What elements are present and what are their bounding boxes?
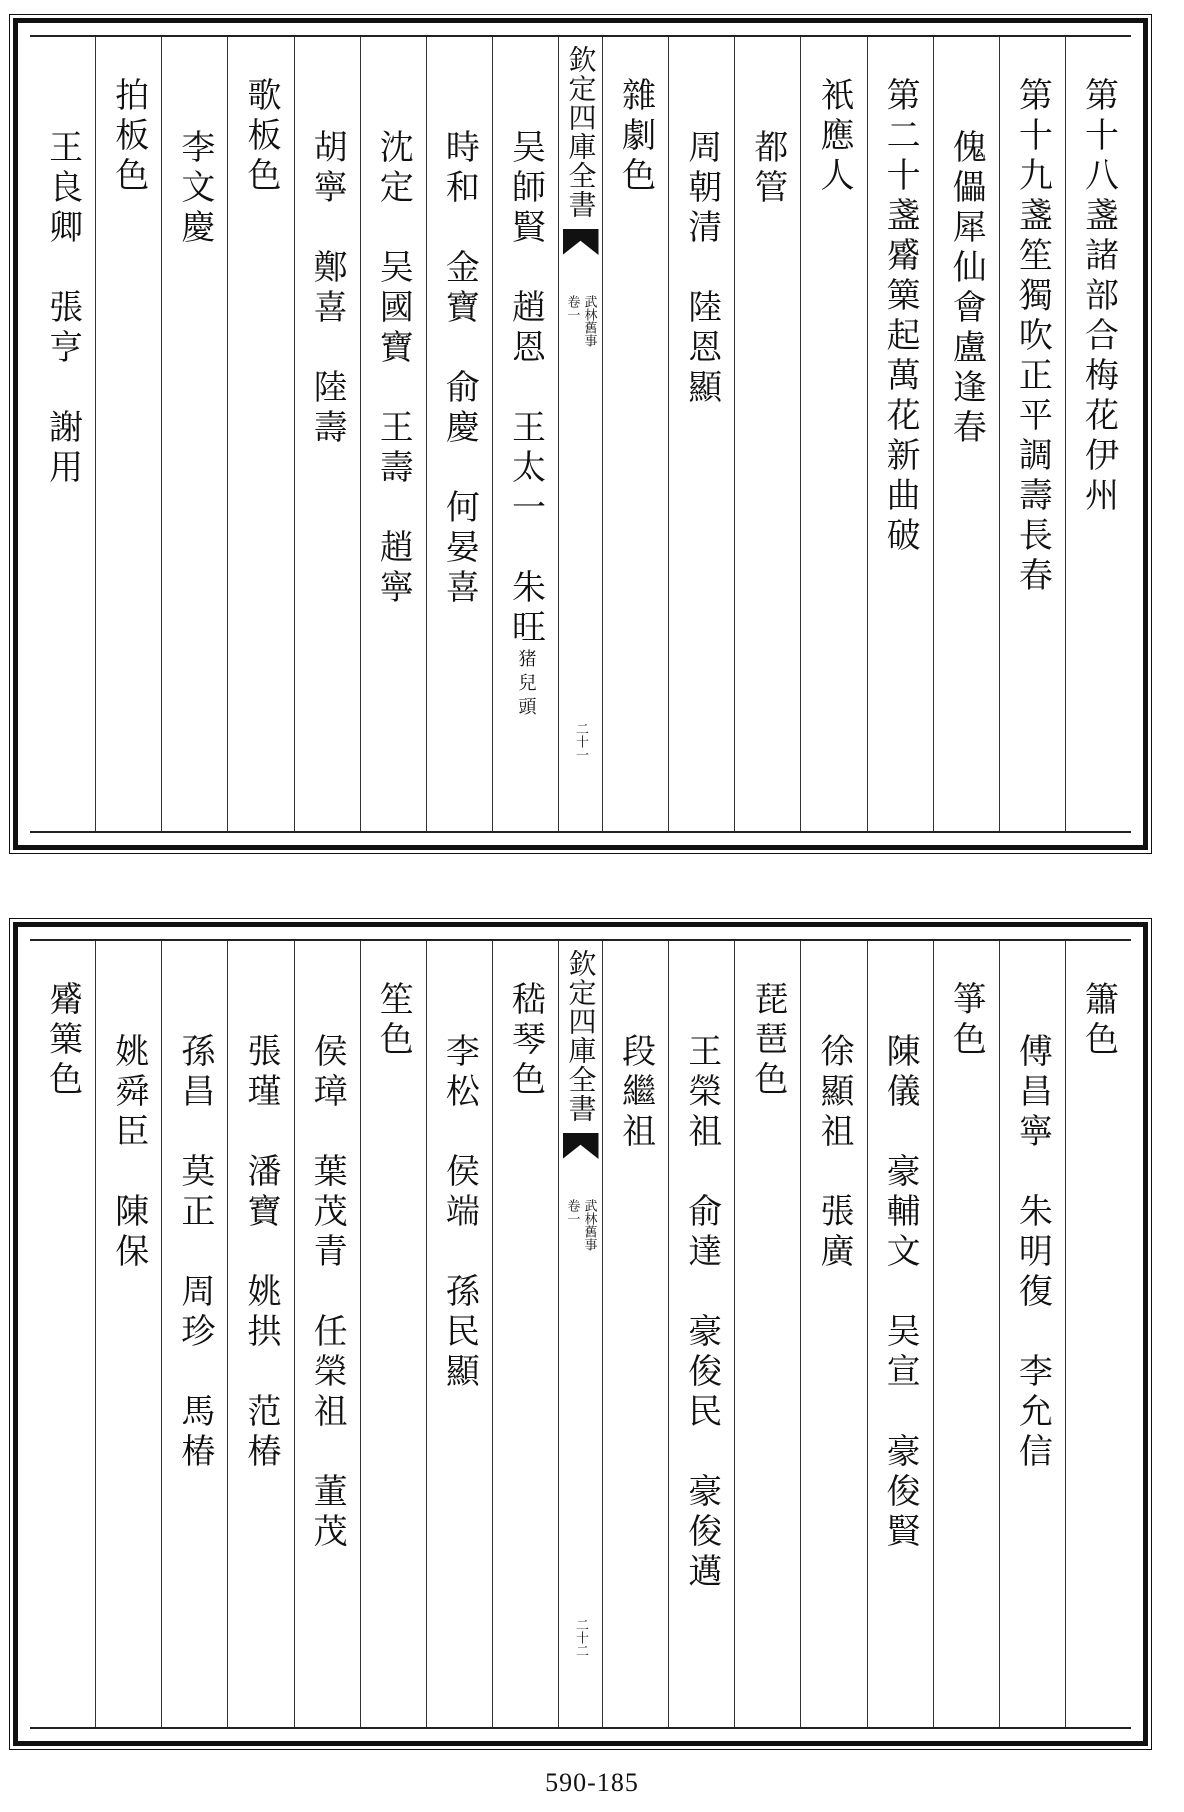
text-column xyxy=(227,37,293,831)
column-text: 簫色 xyxy=(1078,981,1119,1061)
column-text: 徐顯祖 張廣 xyxy=(813,1033,854,1273)
column-text: 拍板色 xyxy=(108,77,149,197)
center-fold-column xyxy=(558,941,602,1727)
fishtail-mark-icon xyxy=(563,1133,599,1159)
book-title: 武林舊事 xyxy=(581,1199,597,1251)
text-column xyxy=(95,37,161,831)
folio-number: 二十一 xyxy=(573,722,588,761)
column-text: 陳儀 豪輔文 吴宣 豪俊賢 xyxy=(880,1033,921,1553)
column-text: 嵇琴色 xyxy=(505,981,546,1101)
column-text: 琵琶色 xyxy=(747,981,788,1101)
fishtail-mark-icon xyxy=(563,229,599,255)
text-column xyxy=(933,941,999,1727)
column-text: 李松 侯端 孫民顯 xyxy=(439,1033,480,1393)
text-column xyxy=(867,37,933,831)
column-text: 王良卿 張亨 謝用 xyxy=(42,129,83,489)
series-title: 欽定四庫全書 xyxy=(564,949,598,1123)
folio-number: 二十二 xyxy=(573,1618,588,1657)
text-column xyxy=(30,37,95,831)
text-column xyxy=(602,37,668,831)
text-column xyxy=(867,941,933,1727)
text-column xyxy=(734,37,800,831)
book-title: 武林舊事 xyxy=(581,295,597,347)
column-text: 傀儡犀仙會盧逢春 xyxy=(946,129,987,449)
text-column xyxy=(294,941,360,1727)
center-fold-column xyxy=(558,37,602,831)
column-text: 歌板色 xyxy=(240,77,281,197)
volume-label: 卷一 xyxy=(564,295,580,321)
text-column xyxy=(1065,941,1131,1727)
text-column xyxy=(1065,37,1131,831)
series-title: 欽定四庫全書 xyxy=(564,45,598,219)
text-column xyxy=(668,941,734,1727)
column-text: 李文慶 xyxy=(174,129,215,249)
text-column xyxy=(360,941,426,1727)
column-text: 時和 金寶 俞慶 何晏喜 xyxy=(439,129,480,609)
column-text: 胡寧 鄭喜 陸壽 xyxy=(307,129,348,449)
column-text: 第十九盞笙獨吹正平調壽長春 xyxy=(1012,77,1053,597)
bottom-page-frame xyxy=(13,922,1148,1746)
column-text: 沈定 吴國寶 王壽 趙寧 xyxy=(373,129,414,609)
interlinear-annotation: 猪兒頭 xyxy=(515,649,537,721)
text-column xyxy=(800,37,866,831)
bottom-page-columns xyxy=(30,939,1131,1729)
column-text: 孫昌 莫正 周珍 馬椿 xyxy=(174,1033,215,1473)
text-column xyxy=(668,37,734,831)
book-title-block xyxy=(566,1159,596,1251)
text-column xyxy=(492,37,558,831)
text-column xyxy=(492,941,558,1727)
page-number: 590-185 xyxy=(545,1768,639,1797)
top-page-frame xyxy=(13,18,1148,850)
text-column xyxy=(161,37,227,831)
column-text: 箏色 xyxy=(946,981,987,1061)
text-column xyxy=(161,941,227,1727)
column-text: 吴師賢 趙恩 王太一 朱旺 xyxy=(505,129,546,649)
column-text: 都管 xyxy=(747,129,788,209)
text-column xyxy=(999,37,1065,831)
column-text: 傅昌寧 朱明復 李允信 xyxy=(1012,1033,1053,1473)
text-column xyxy=(294,37,360,831)
column-text: 第二十盞觱篥起萬花新曲破 xyxy=(880,77,921,557)
text-column xyxy=(95,941,161,1727)
text-column xyxy=(734,941,800,1727)
column-text: 王榮祖 俞達 豪俊民 豪俊邁 xyxy=(681,1033,722,1593)
text-column xyxy=(426,941,492,1727)
text-column xyxy=(360,37,426,831)
text-column xyxy=(30,941,95,1727)
text-column xyxy=(999,941,1065,1727)
text-column xyxy=(602,941,668,1727)
text-column xyxy=(227,941,293,1727)
column-text: 雜劇色 xyxy=(615,77,656,197)
book-title-block xyxy=(566,255,596,347)
volume-label: 卷一 xyxy=(564,1199,580,1225)
text-column xyxy=(426,37,492,831)
column-text: 觱篥色 xyxy=(42,981,83,1101)
column-text: 第十八盞諸部合梅花伊州 xyxy=(1078,77,1119,517)
column-text: 衹應人 xyxy=(813,77,854,197)
top-page-columns xyxy=(30,35,1131,833)
column-text: 周朝清 陸恩顯 xyxy=(681,129,722,409)
column-text: 張瑾 潘寶 姚拱 范椿 xyxy=(240,1033,281,1473)
column-text: 姚舜臣 陳保 xyxy=(108,1033,149,1273)
column-text: 侯璋 葉茂青 任榮祖 董茂 xyxy=(307,1033,348,1553)
text-column xyxy=(800,941,866,1727)
text-column xyxy=(933,37,999,831)
column-text: 笙色 xyxy=(373,981,414,1061)
column-text: 段繼祖 xyxy=(615,1033,656,1153)
